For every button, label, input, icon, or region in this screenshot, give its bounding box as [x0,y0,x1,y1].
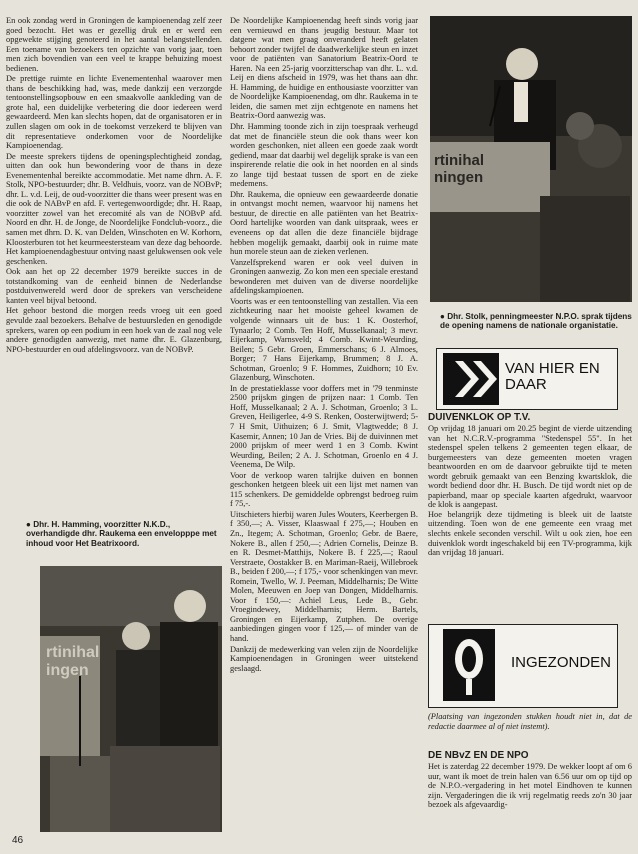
photo-caption-stolk: ● Dhr. Stolk, penningmeester N.P.O. sprak tijdens de opening namens de nationale organistatie. [440,312,632,331]
bullet-icon: ● [26,520,34,529]
page-number: 46 [12,835,24,846]
photo-hamming-raukema [40,566,222,832]
paragraph: Het gehoor bestond die morgen reeds vroeg uit een goed gevulde zaal bezoekers. Behalve de bestuursleden en genodigde sprekers, waren op een podium in een hoek van de zaal nog vele andere genodigden aanwezig, met name dhr. E. Glazenburg, NPO-bestuurder en oud afdelingsvoorz. van de NOBvP. [6,306,222,354]
paragraph: De prettige ruimte en lichte Evenementenhal waarover men thans de beschikking had, was, mede dankzij een verzorgde tentoonstellingsopbouw en een smaakvolle aankleding van de grote hal, een duidelijke verbetering die door iedereen werd gewaardeerd. Men kan slechts hopen, dat de organisatoren er in zullen slagen om ook in de toekomst verzekerd te blijven van dit representatieve onderkomen voor de Noordelijke Kampioenendag. [6,74,222,151]
section-heading-duivenklok: DUIVENKLOK OP T.V. [428,412,531,423]
photo-caption-hamming: ● Dhr. H. Hamming, voorzitter N.K.D., overhandigde dhr. Raukema een envelopppe met inhoud voor Het Beatrixoord. [26,520,217,548]
ingezonden-logo [428,624,618,708]
paragraph: Voor de verkoop waren talrijke duiven en bonnen geschonken hetgeen bleek uit een lijst met namen van 115 schenkers. De gemiddelde opbrengst bedroeg ruim f 75,-. [230,470,418,509]
paragraph: Vanzelfsprekend waren er ook veel duiven in Groningen aanwezig. Zo kon men een speciale erestand bewonderen met duiven van de diverse noordelijke afdelingskampioenen. [230,257,418,296]
quill-icon [439,627,499,703]
van-hier-en-daar-logo [436,348,618,410]
arrows-icon [441,351,501,407]
section-body-nbvz: Het is zaterdag 22 december 1979. De wekker loopt af om 6 uur, want ik moet de trein halen van 6.56 uur om op tijd op de N.P.O.-vergadering in het motel Eindhoven te kunnen zijn. Vergaderingen die ik vrij regelmatig reeds zo'n 30 jaar bezoek als afgevaardig- [428,762,632,810]
paragraph: Uitschieters hierbij waren Jules Wouters, Keerbergen B. f 350,—; A. Visser, Klaaswaal f 275,—; Houben en Zn., Itegem; A. Schotman, Groenlo; Gebr. de Baere, Nokere B., allen f 250,—; Adrien Cornelis, Deinze B. en R. Desmet-Matthijs, Nokere B. f 225,—; Raoul Verstraete, Oostakker B. en Mariman-Raeij, Willebroek B., beiden f 200,—; f 175,- voor schenkingen van mevr. Romein, Twello, W. J. Peeman, Middelharnis; De Witte Molen, Meeuwen en Joep van Dongen, Middelharnis. Voor f 150,—: Achiel Leus, Lede B., Gebr. Vroegindewey, Middelharnis; Herm. Bartels, Groningen en Eijerkamp, Zutphen. De overige aanbiedingen gingen voor f 125,— of minder van de hand. [230,509,418,643]
paragraph: En ook zondag werd in Groningen de kampioenendag zelf zeer goed bezocht. Het was er gezellig druk en er werd een opgewekte stijging genoteerd in het aantal belangstellenden. Een toename van bezoekers ten opzichte van vorig jaar, toen men zich bovendien van een veel te krappe behuizing moest bedienen. [6,16,222,73]
paragraph: Ook aan het op 22 december 1979 bereikte succes in de totstandkoming van de eenheid binnen de Nederlandse postduivenwereld werd door de sprekers van verscheidene kanten veel bijval betoond. [6,267,222,305]
paragraph: Dhr. Hamming toonde zich in zijn toespraak verheugd dat met de financiële steun die ook thans weer kon worden geschonken, niet alleen een goede zaak wordt gediend, maar dat daarbij wel degelijk sprake is van een inspirerende relatie die ook in het noorden en al sinds zo lange tijd bestaat tussen de sport en de zieke medemens. [230,122,418,189]
ingezonden-disclaimer: (Plaatsing van ingezonden stukken houdt niet in, dat de redactie daarmee al of niet instemt). [428,712,632,731]
paragraph: De Noordelijke Kampioenendag heeft sinds vorig jaar een vernieuwd en thans jeugdig bestuur. Maar tot datgene wat men graag onveranderd heeft gelaten behoort zonder twijfel de daadwerkelijke steun en inzet voor de patiënten van Sanatorium Beatrix-Oord te Haren. Na een 25-jarig voorzitterschap van dhr. L. v.d. Leij en diens afscheid in 1979, was het thans aan dhr. H. Hamming, de huidige en enthousiaste voorzitter van de Noordelijke Kampioenendag, om dhr. Raukema in te leiden, die samen met zijn echtgenote en namens het Beatrix-Oord aanwezig was. [230,16,418,121]
ingezonden-title: INGEZONDEN [511,654,612,671]
section-body-duivenklok: Op vrijdag 18 januari om 20.25 begint de vierde uitzending van het N.C.R.V.-programma "Stedenspel 55". In het stedenspel spelen telkens 2 gemeenten tegen elkaar, de burgemeesters van deze gemeenten moeten vragen beantwoorden en om de daarvoor gebruikte tijd te meten wordt gebruik gemaakt van een Benzing kwartsklok, die wordt bediend door dhr. H. Busch. De tijd wordt niet op de papierband, maar op speciale kaarten afgedrukt, waarvoor de klok is aangepast. Hoe belangrijk deze tijdmeting is bleek uit de laatste uitzending. Toen won de ene gemeente een vraag met slechts enkele seconden verschil. Wilt u ook zien, hoe een duivenklok wordt ingeschakeld bij een TV-programma, kijk dan vrijdag 18 januari. [428,424,632,558]
paragraph: Dankzij de medewerking van velen zijn de Noordelijke Kampioenendagen in Groningen weer uitstekend geslaagd. [230,644,418,673]
paragraph: Voorts was er een tentoonstelling van zestallen. Via een zichtkeuring naar het mooiste geheel kwamen de volgende winnaars uit de bus: 1 K. Oosterhof, Tynaarlo; 2 Comb. Ten Hoff, Musselkanaal; 3 mevr. Eijerkamp, Warnsveld; 4 Comb. Kwint-Weurding, Beilen; 5 Gebr. Groen, Emmerschans; 6 J. Almoes, Borger; 7 Hans Eijerkamp, Brummen; 8 J. A. Schotman, Groenlo; 9 F. Hommes, Zuidhorn; 10 Ev. Glazenburg, Winschoten. [230,296,418,383]
paragraph: In de prestatieklasse voor doffers met in '79 tenminste 2500 prijskm gingen de prijzen naar: 1 Comb. Ten Hoff, Musselkanaal; 2 A. J. Schotman, Groenlo; 3 L. Greven, Heiligerlee, 4-9 S. Renken, Oosterwijtwerd; 5-7 H Smit, Uithuizen; 6 J. Smit, Vlagtwedde; 8 J. Kasemir, Annen; 10 Jan de Vries. Bij de duivinnen met 2000 prijskm of meer werd 1 en 3 Comb. Kwint Weurding, Beilen; 2 A. J. Schotman, Groenlo en 4 J. Veenema, De Wilp. [230,383,418,470]
photo-stolk-speaking [430,16,632,302]
paragraph: De meeste sprekers tijdens de openingsplechtigheid zondag, uitten dan ook hun bewondering voor de thans in deze Evenementenhal bereikte accommodatie. Met name dhrn. A. F. Stolk, NPO-bestuurder; dhr. B. Veldhuis, voorz. van de NOBvP; dhr. L. v.d. Leij, de oud-voorzitter die thans weer present was en die ook de NABvP en afd. F. vertegenwoordigde; dhr. H. Raap, voorzitter zowel van het erecomité als van de NOBvP afd. Noord en dhr. H. de Jonge, de Noordelijke Fondclub-voorz., die samen met dhrn. D. K. van Delden, Winschoten en W. Korhorn, Kloosterburen tot het keurmeestersteam van deze dag behoorde. Het kampioenendagbestuur ontving naast gelukwensen ook vele geschenken. [6,151,222,266]
hall-sign-text: rtinihal ingen [46,644,100,679]
section-heading-nbvz: DE NBvZ EN DE NPO [428,750,529,761]
van-hier-en-daar-title: VAN HIER EN DAAR [505,360,600,393]
article-column-left [6,16,222,355]
photo-illustration [40,566,222,832]
bullet-icon: ● [440,312,448,321]
hall-sign-text: rtinihal ningen [434,152,485,186]
article-column-middle [230,16,418,674]
paragraph: Dhr. Raukema, die opnieuw een gewaardeerde donatie in ontvangst mocht nemen, waarvoor hij namens het bestuur, de directie en alle patiënten van het Beatrix-Oord hartelijke woorden van dank uitspraak, wees er eveneens op dat allen die deze financiële bijdrage hebben mogelijk gemaakt, daarbij ook in ruime mate hun morele steun aan de zieken verlenen. [230,189,418,257]
